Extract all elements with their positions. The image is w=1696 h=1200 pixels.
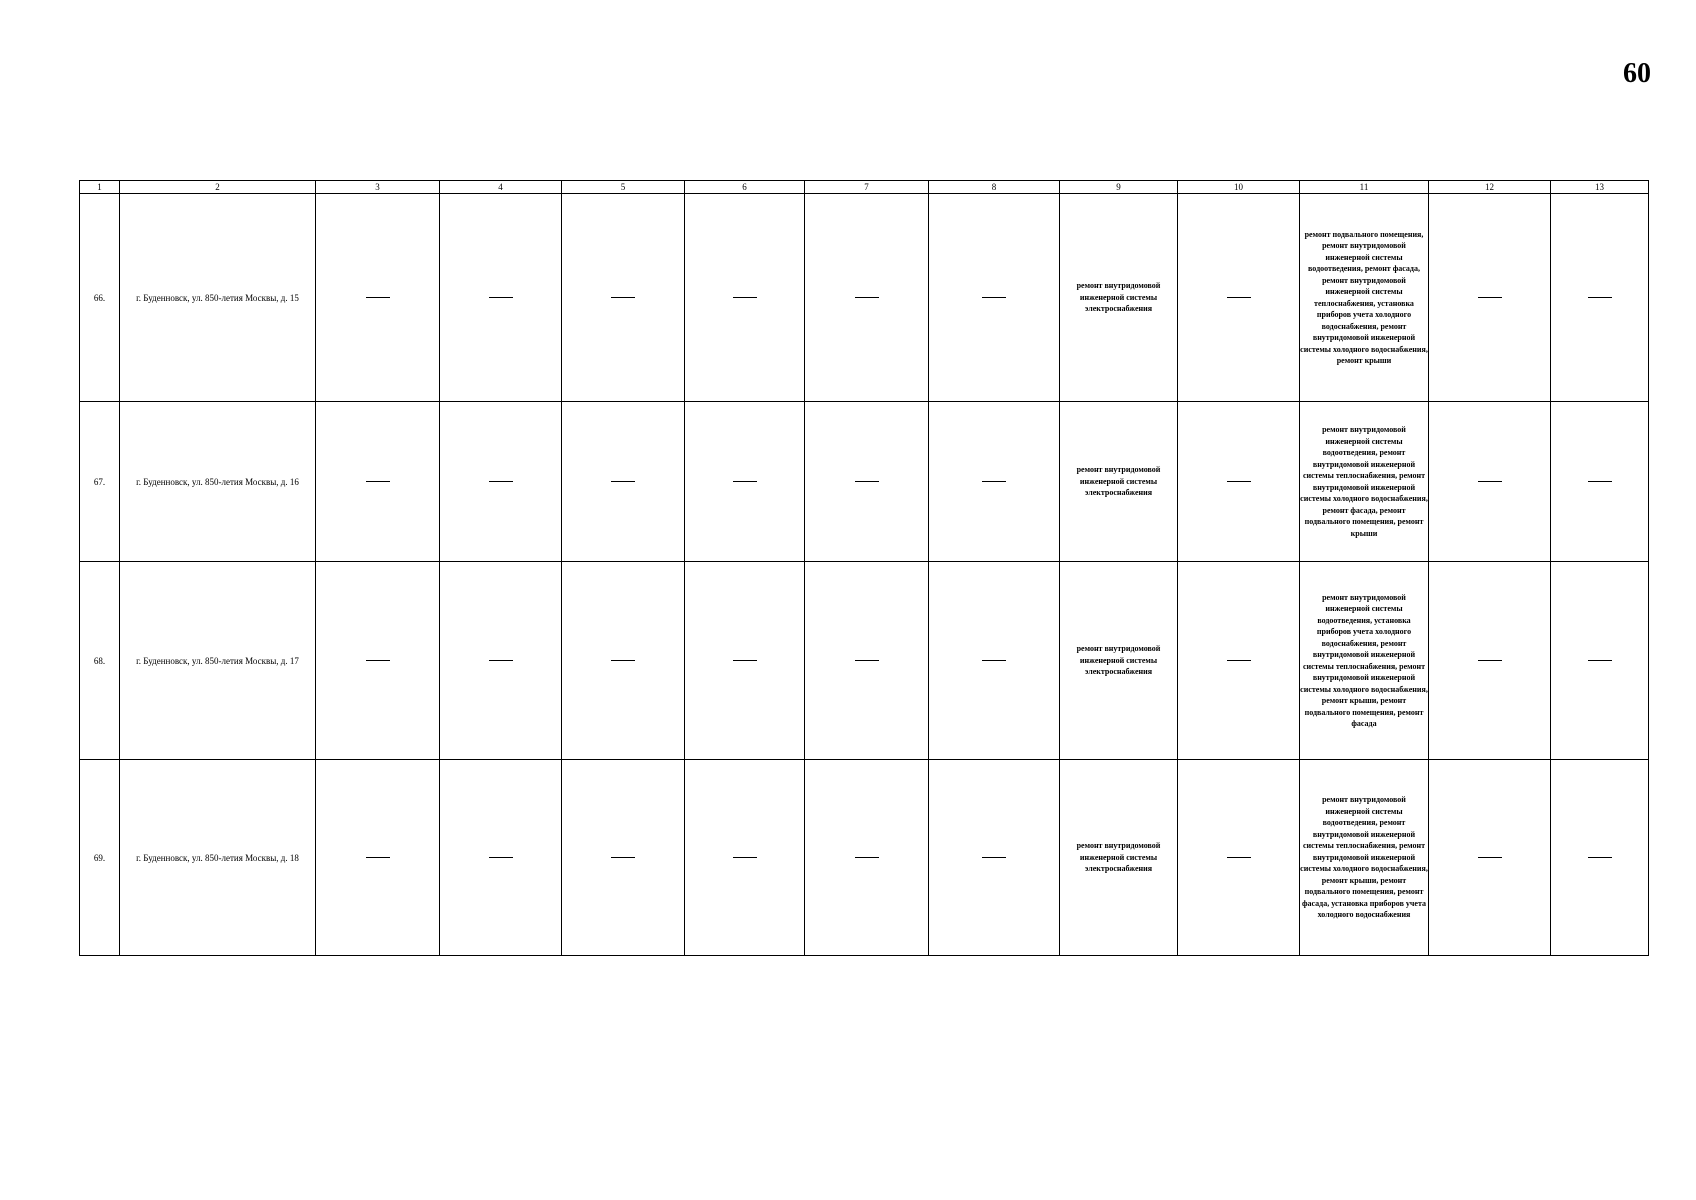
header-col-10: 10 — [1178, 181, 1300, 194]
dash-mark — [982, 660, 1006, 661]
dash-mark — [1478, 481, 1502, 482]
header-col-13: 13 — [1551, 181, 1649, 194]
dash-mark — [733, 857, 757, 858]
dash-mark — [489, 481, 513, 482]
header-col-1: 1 — [80, 181, 120, 194]
dash-mark — [1227, 481, 1251, 482]
row-number: 67. — [80, 402, 120, 562]
cell-col-10 — [1178, 402, 1300, 562]
row-address: г. Буденновск, ул. 850-летия Москвы, д. 17 — [120, 562, 316, 760]
header-col-3: 3 — [316, 181, 440, 194]
dash-mark — [1588, 857, 1612, 858]
row-address: г. Буденновск, ул. 850-летия Москвы, д. 16 — [120, 402, 316, 562]
dash-mark — [1478, 857, 1502, 858]
row-address: г. Буденновск, ул. 850-летия Москвы, д. 18 — [120, 760, 316, 956]
cell-col-9: ремонт внутридомовой инженерной системы электроснабжения — [1060, 194, 1178, 402]
dash-mark — [733, 297, 757, 298]
dash-mark — [611, 660, 635, 661]
cell-col-7 — [805, 194, 929, 402]
dash-mark — [611, 857, 635, 858]
dash-mark — [855, 660, 879, 661]
dash-mark — [611, 481, 635, 482]
cell-col-12 — [1429, 402, 1551, 562]
cell-col-13 — [1551, 562, 1649, 760]
header-col-7: 7 — [805, 181, 929, 194]
cell-col-4 — [440, 760, 562, 956]
cell-col-6 — [685, 562, 805, 760]
cell-col-12 — [1429, 562, 1551, 760]
dash-mark — [1588, 660, 1612, 661]
dash-mark — [982, 297, 1006, 298]
cell-col-3 — [316, 194, 440, 402]
cell-col-12 — [1429, 194, 1551, 402]
cell-col-11: ремонт внутридомовой инженерной системы водоотведения, ремонт внутридомовой инженерной системы теплоснабжения, ремонт внутридомовой инженерной системы холодного водоснабжения, ремонт крыши, ремонт подвального помещения, ремонт фасада, установка приборов учета холодного водоснабжения — [1300, 760, 1429, 956]
cell-col-7 — [805, 562, 929, 760]
header-col-5: 5 — [562, 181, 685, 194]
cell-col-3 — [316, 402, 440, 562]
dash-mark — [1588, 481, 1612, 482]
cell-col-9: ремонт внутридомовой инженерной системы электроснабжения — [1060, 562, 1178, 760]
cell-col-10 — [1178, 194, 1300, 402]
header-col-12: 12 — [1429, 181, 1551, 194]
cell-col-10 — [1178, 760, 1300, 956]
cell-col-4 — [440, 562, 562, 760]
dash-mark — [855, 297, 879, 298]
cell-col-11: ремонт внутридомовой инженерной системы водоотведения, ремонт внутридомовой инженерной системы теплоснабжения, ремонт внутридомовой инженерной системы холодного водоснабжения, ремонт фасада, ремонт подвального помещения, ремонт крыши — [1300, 402, 1429, 562]
table-row — [80, 760, 1649, 956]
repair-schedule-table — [79, 180, 1649, 956]
page-number: 60 — [1623, 58, 1651, 89]
dash-mark — [1588, 297, 1612, 298]
dash-mark — [489, 660, 513, 661]
dash-mark — [855, 481, 879, 482]
dash-mark — [366, 660, 390, 661]
row-number: 69. — [80, 760, 120, 956]
dash-mark — [366, 297, 390, 298]
cell-col-3 — [316, 562, 440, 760]
cell-col-4 — [440, 402, 562, 562]
dash-mark — [1478, 660, 1502, 661]
cell-col-9: ремонт внутридомовой инженерной системы электроснабжения — [1060, 760, 1178, 956]
cell-col-13 — [1551, 402, 1649, 562]
cell-col-5 — [562, 402, 685, 562]
dash-mark — [489, 297, 513, 298]
dash-mark — [1227, 857, 1251, 858]
header-col-2: 2 — [120, 181, 316, 194]
row-number: 68. — [80, 562, 120, 760]
dash-mark — [855, 857, 879, 858]
cell-col-13 — [1551, 760, 1649, 956]
cell-col-10 — [1178, 562, 1300, 760]
header-col-11: 11 — [1300, 181, 1429, 194]
dash-mark — [982, 481, 1006, 482]
cell-col-4 — [440, 194, 562, 402]
cell-col-11: ремонт подвального помещения, ремонт внутридомовой инженерной системы водоотведения, ремонт фасада, ремонт внутридомовой инженерной системы теплоснабжения, установка приборов учета холодного водоснабжения, ремонт внутридомовой инженерной системы холодного водоснабжения, ремонт крыши — [1300, 194, 1429, 402]
cell-col-3 — [316, 760, 440, 956]
header-col-6: 6 — [685, 181, 805, 194]
dash-mark — [1227, 660, 1251, 661]
header-col-9: 9 — [1060, 181, 1178, 194]
dash-mark — [982, 857, 1006, 858]
dash-mark — [1227, 297, 1251, 298]
cell-col-13 — [1551, 194, 1649, 402]
header-col-8: 8 — [929, 181, 1060, 194]
cell-col-9: ремонт внутридомовой инженерной системы электроснабжения — [1060, 402, 1178, 562]
table-row — [80, 402, 1649, 562]
dash-mark — [366, 857, 390, 858]
header-col-4: 4 — [440, 181, 562, 194]
cell-col-8 — [929, 402, 1060, 562]
dash-mark — [366, 481, 390, 482]
cell-col-12 — [1429, 760, 1551, 956]
cell-col-11: ремонт внутридомовой инженерной системы водоотведения, установка приборов учета холодного водоснабжения, ремонт внутридомовой инженерной системы теплоснабжения, ремонт внутридомовой инженерной системы холодного водоснабжения, ремонт крыши, ремонт подвального помещения, ремонт фасада — [1300, 562, 1429, 760]
header-row — [80, 181, 1649, 194]
cell-col-8 — [929, 562, 1060, 760]
cell-col-5 — [562, 760, 685, 956]
cell-col-8 — [929, 194, 1060, 402]
dash-mark — [733, 481, 757, 482]
cell-col-5 — [562, 562, 685, 760]
row-number: 66. — [80, 194, 120, 402]
table-row — [80, 194, 1649, 402]
cell-col-5 — [562, 194, 685, 402]
row-address: г. Буденновск, ул. 850-летия Москвы, д. 15 — [120, 194, 316, 402]
cell-col-6 — [685, 760, 805, 956]
dash-mark — [733, 660, 757, 661]
dash-mark — [611, 297, 635, 298]
dash-mark — [1478, 297, 1502, 298]
dash-mark — [489, 857, 513, 858]
cell-col-8 — [929, 760, 1060, 956]
cell-col-7 — [805, 760, 929, 956]
cell-col-7 — [805, 402, 929, 562]
cell-col-6 — [685, 194, 805, 402]
cell-col-6 — [685, 402, 805, 562]
table-row — [80, 562, 1649, 760]
